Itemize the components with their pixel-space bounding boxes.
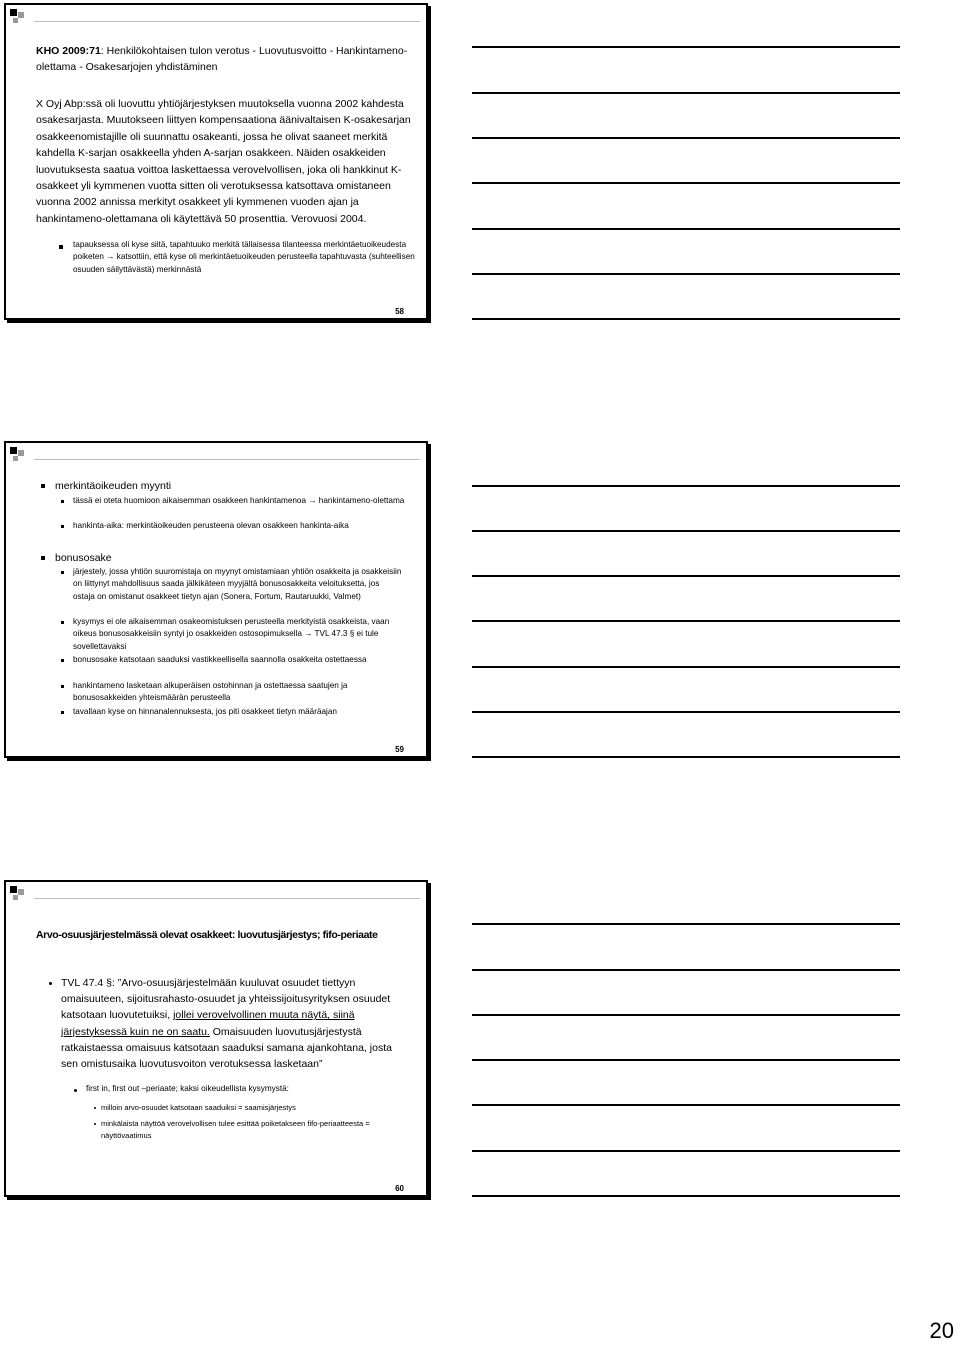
header-rule <box>34 21 420 22</box>
header-rule <box>34 459 420 460</box>
note-line <box>472 1195 900 1197</box>
note-line <box>472 92 900 94</box>
slide-60 <box>4 880 428 1197</box>
note-line <box>472 318 900 320</box>
bullet-icon <box>61 571 64 574</box>
bullet-icon <box>61 621 64 624</box>
bullet-icon <box>59 245 63 249</box>
list-item: järjestely, jossa yhtiön suuromistaja on myynyt omistamiaan yhtiön osakkeita ja osakkeisiin on liittynyt mahdollisuus saada jälkikäteen myyjältä bonusosakkeita veloituksetta, jos ostaja on omistanut osakkeet tietyn ajan (Sonera, Fortum, Rautaruukki, Valmet) <box>73 567 402 601</box>
list-item: kysymys ei ole aikaisemman osakeomistuksen perusteella merkityistä osakkeista, vaan oikeus bonusosakkeisiin syntyi jo osakkeiden ostosopimuksella → TVL 47.3 § ei tule sovellettavaksi <box>73 617 390 651</box>
note-line <box>472 969 900 971</box>
note-line <box>472 711 900 713</box>
bullet-icon <box>61 659 64 662</box>
law-quote: TVL 47.4 §: ”Arvo-osuusjärjestelmään kuuluvat osuudet tiettyyn omaisuuteen, sijoitusrahasto-osuudet ja yhteissijoitusyrityksen osuudet katsotaan luovutetuiksi, jollei verovelvollinen muuta näytä, siinä järjestyksessä kuin ne on saatu. Omaisuuden luovutusjärjestystä ratkaistaessa omaisuus katsotaan saaduksi samana ajankohtana, josta sen omistusaika luovutusvoiton verotuksessa lasketaan” <box>61 977 392 1071</box>
logo-icon <box>10 447 30 463</box>
note-line <box>472 46 900 48</box>
logo-icon <box>10 886 30 902</box>
note-line <box>472 137 900 139</box>
list-item: first in, first out –periaate; kaksi oikeudellista kysymystä: <box>86 1084 289 1093</box>
note-line <box>472 530 900 532</box>
list-item: tässä ei oteta huomioon aikaisemman osakkeen hankintamenoa → hankintameno-olettama <box>73 496 405 505</box>
list-item: hankintameno lasketaan alkuperäisen ostohinnan ja ostettaessa saatujen ja bonusosakkeiden yhteismäärän perusteella <box>73 681 348 703</box>
list-item: tavallaan kyse on hinnanalennuksesta, jos piti osakkeet tietyn määräajan <box>73 707 337 716</box>
section-heading: merkintäoikeuden myynti <box>55 480 172 492</box>
bullet-icon <box>94 1107 96 1109</box>
page-number: 20 <box>929 1318 954 1343</box>
arrow-icon: → <box>106 252 115 262</box>
list-item: bonusosake katsotaan saaduksi vastikkeellisella saannolla osakkeita ostettaessa <box>73 655 367 664</box>
slide-number: 58 <box>395 307 404 316</box>
note-line <box>472 1014 900 1016</box>
slide-title: KHO 2009:71: Henkilökohtaisen tulon verotus - Luovutusvoitto - Hankintameno-olettama - Osakesarjojen yhdistäminen <box>36 45 408 74</box>
bullet-icon <box>61 500 64 503</box>
note-line <box>472 1059 900 1061</box>
note-line <box>472 1104 900 1106</box>
arrow-icon: → <box>308 496 317 505</box>
bullet-icon <box>61 525 64 528</box>
note-line <box>472 666 900 668</box>
slide-59 <box>4 441 428 758</box>
bullet-icon <box>74 1089 77 1092</box>
note-line <box>472 228 900 230</box>
logo-icon <box>10 9 30 25</box>
slide-number: 59 <box>395 745 404 754</box>
list-item: minkälaista näyttöä verovelvollisen tulee esittää poiketakseen fifo-periaatteesta = näyttövaatimus <box>101 1119 370 1141</box>
list-item: milloin arvo-osuudet katsotaan saaduiksi = saamisjärjestys <box>101 1103 296 1112</box>
note-line <box>472 575 900 577</box>
case-reference: KHO 2009:71 <box>36 45 101 57</box>
list-item: tapauksessa oli kyse siitä, tapahtuuko merkitä tällaisessa tilanteessa merkintäetuoikeudesta poiketen → katsottiin, että kyse oli merkintäetuoikeuden perusteella tapahtuvasta (suhteellisen osuuden säilyttävästä) merkinnästä <box>73 240 415 274</box>
arrow-icon: → <box>304 629 313 639</box>
bullet-icon <box>49 982 52 985</box>
bullet-icon <box>94 1123 96 1125</box>
note-line <box>472 756 900 758</box>
note-line <box>472 620 900 622</box>
bullet-icon <box>41 556 45 560</box>
note-line <box>472 273 900 275</box>
slide-58 <box>4 3 428 320</box>
bullet-icon <box>41 484 45 488</box>
header-rule <box>34 898 420 899</box>
bullet-icon <box>61 711 64 714</box>
note-line <box>472 1150 900 1152</box>
slide-title: Arvo-osuusjärjestelmässä olevat osakkeet: luovutusjärjestys; fifo-periaate <box>36 929 378 941</box>
note-line <box>472 923 900 925</box>
note-line <box>472 182 900 184</box>
section-heading: bonusosake <box>55 552 112 564</box>
slide-number: 60 <box>395 1184 404 1193</box>
note-line <box>472 485 900 487</box>
list-item: hankinta-aika: merkintäoikeuden perusteena olevan osakkeen hankinta-aika <box>73 521 349 530</box>
case-summary: X Oyj Abp:ssä oli luovuttu yhtiöjärjestyksen muutoksella vuonna 2002 kahdesta osakesarjasta. Muutokseen liittyen kompensaationa äänivaltaisen K-osakesarjan osakkeenomistajille oli suunnattu osakeanti, jossa he olivat saaneet merkitä kahdella K-sarjan osakkeella yhden A-sarjan osakkeen. Näiden osakkeiden luovutuksesta saatua voittoa laskettaessa verovelvollisen, joka oli hankkinut K-osakkeet yli kymmenen vuotta sitten oli verotuksessa katsottava omistaneen vuonna 2002 annissa merkityt osakkeet yli kymmenen vuoden ajan ja hankintameno-olettamana oli käytettävä 50 prosenttia. Verovuosi 2004. <box>36 98 411 225</box>
bullet-icon <box>61 685 64 688</box>
